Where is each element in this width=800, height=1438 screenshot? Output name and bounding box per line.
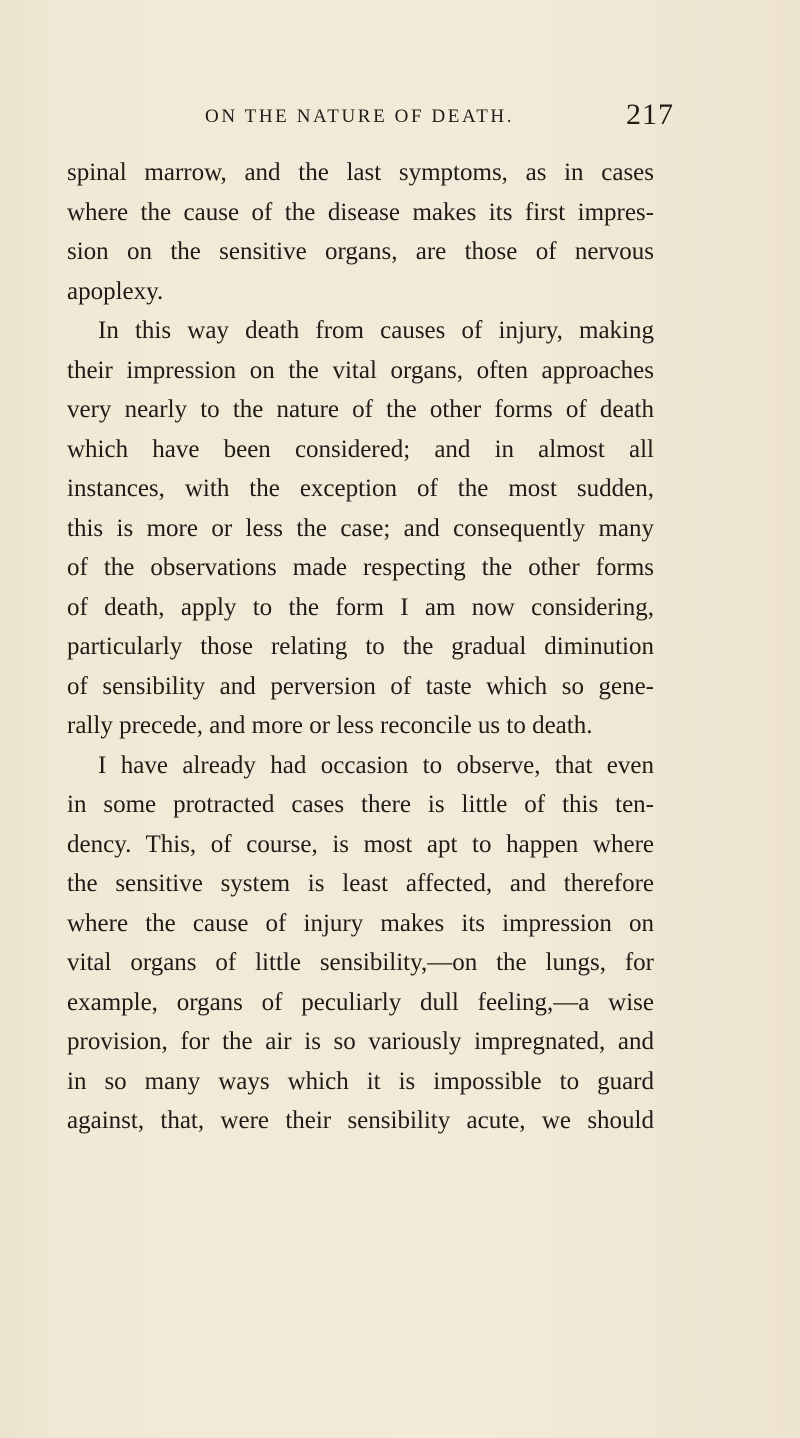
text-line: of sensibility and perversion of taste which so gene- — [67, 672, 654, 700]
text-line: against, that, were their sensibility acute, we should — [67, 1107, 654, 1134]
text-line: spinal marrow, and the last symptoms, as in cases — [67, 159, 654, 186]
running-title: ON THE NATURE OF DEATH. — [205, 106, 515, 127]
body-text — [67, 153, 654, 1141]
text-line: of death, apply to the form I am now considering, — [67, 593, 654, 621]
text-line: of the observations made respecting the other forms — [67, 554, 654, 581]
text-line: In this way death from causes of injury, making — [98, 317, 654, 344]
text-line: which have been considered; and in almost all — [67, 435, 654, 463]
text-line: the sensitive system is least affected, and therefore — [67, 870, 654, 897]
text-line: where the cause of injury makes its impression on — [67, 909, 654, 937]
text-line: example, organs of peculiarly dull feeling,—a wise — [67, 988, 654, 1016]
text-line: vital organs of little sensibility,—on the lungs, for — [67, 949, 654, 976]
text-line: I have already had occasion to observe, that even — [98, 751, 654, 779]
text-line: very nearly to the nature of the other forms of death — [67, 396, 654, 423]
text-line: sion on the sensitive organs, are those of nervous — [67, 238, 654, 265]
text-line: their impression on the vital organs, often approaches — [67, 356, 654, 384]
text-line: in so many ways which it is impossible to guard — [67, 1067, 654, 1095]
text-line: in some protracted cases there is little of this ten- — [67, 791, 654, 818]
text-line: where the cause of the disease makes its first impres- — [67, 198, 654, 226]
text-line: provision, for the air is so variously impregnated, and — [67, 1028, 654, 1055]
page-number: 217 — [626, 98, 674, 131]
text-line: instances, with the exception of the most sudden, — [67, 475, 654, 502]
text-line: particularly those relating to the gradual diminution — [67, 633, 654, 660]
text-line: dency. This, of course, is most apt to happen where — [67, 830, 654, 858]
text-line: rally precede, and more or less reconcile us to death. — [67, 712, 593, 739]
text-line: this is more or less the case; and consequently many — [67, 514, 654, 542]
text-line: apoplexy. — [67, 277, 164, 305]
